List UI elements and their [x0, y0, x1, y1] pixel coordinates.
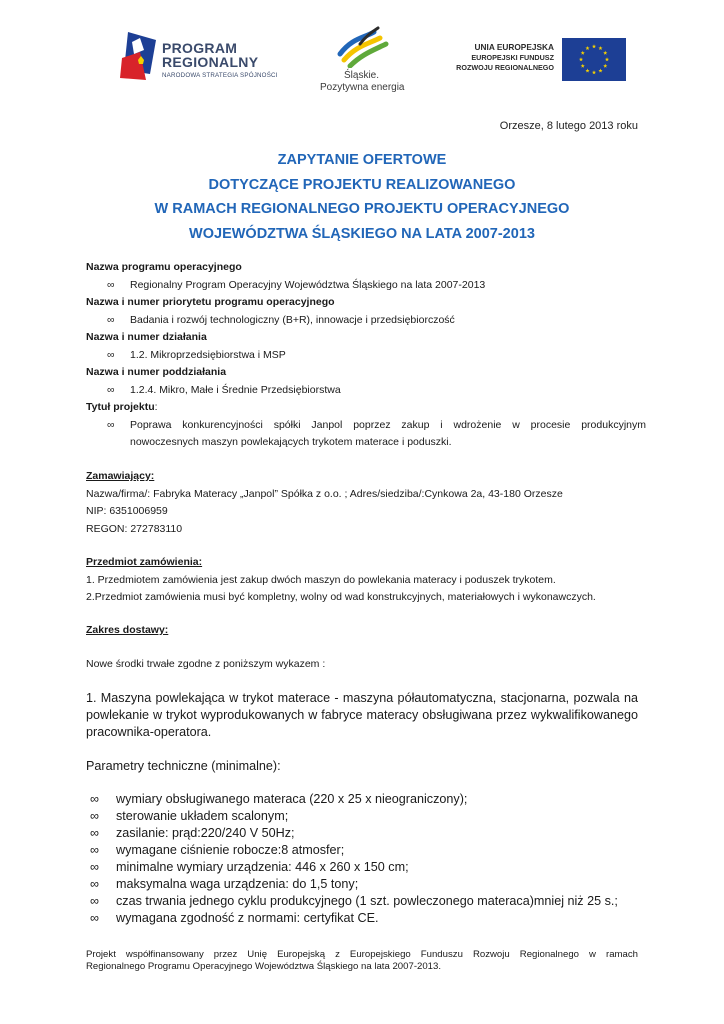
- subaction-value: 1.2.4. Mikro, Małe i Średnie Przedsiębiorstwa: [130, 383, 341, 396]
- param-item: [86, 876, 638, 893]
- subject-line1: 1. Przedmiotem zamówienia jest zakup dwóch maszyn do powlekania materacy i poduszek trykotem.: [86, 573, 556, 586]
- ordering-party-regon: REGON: 272783110: [86, 522, 183, 535]
- machine-line3: pracownika-operatora.: [86, 725, 212, 739]
- bullet-icon: ∞: [107, 313, 115, 326]
- bullet-icon: ∞: [90, 792, 99, 806]
- program-logo-line2: REGIONALNY: [162, 54, 259, 70]
- action-heading: Nazwa i numer działania: [86, 331, 207, 343]
- priority-heading: Nazwa i numer priorytetu programu operacyjnego: [86, 296, 335, 308]
- title-line3: W RAMACH REGIONALNEGO PROJEKTU OPERACYJNEGO: [154, 201, 570, 217]
- bullet-icon: ∞: [107, 418, 115, 431]
- delivery-intro-section: [86, 656, 646, 674]
- project-value-row: [86, 417, 646, 452]
- param-text: czas trwania jednego cyklu produkcyjnego (1 szt. powleczonego materaca)mniej niż 25 s.;: [116, 894, 618, 908]
- subaction-heading: Nazwa i numer poddziałania: [86, 366, 227, 378]
- param-text: maksymalna waga urządzenia: do 1,5 tony;: [116, 877, 359, 891]
- param-item: [86, 859, 638, 876]
- eu-logo: [432, 38, 626, 82]
- program-logo-subtitle: NARODOWA STRATEGIA SPÓJNOŚCI: [162, 72, 278, 79]
- params-list: [86, 791, 638, 927]
- ordering-party-heading: Zamawiający:: [86, 470, 155, 482]
- program-info-section: [86, 259, 646, 452]
- program-value: Regionalny Program Operacyjny Województwa Śląskiego na lata 2007-2013: [130, 278, 486, 291]
- program-regionalny-logo: [120, 30, 290, 86]
- subject-heading: Przedmiot zamówienia:: [86, 556, 203, 568]
- program-regionalny-title: [162, 41, 258, 69]
- ordering-party-section: [86, 468, 646, 538]
- param-item: [86, 842, 638, 859]
- bullet-icon: ∞: [107, 278, 115, 291]
- document-footer: [86, 949, 638, 973]
- param-item: [86, 825, 638, 842]
- eu-logo-line1: UNIA EUROPEJSKA: [474, 42, 554, 52]
- param-text: sterowanie układem scalonym;: [116, 809, 289, 823]
- footer-line1: Projekt współfinansowany przez Unię Europejską z Europejskiego Funduszu Rozwoju Regionalnego w ramach: [86, 949, 638, 960]
- project-value-line2: nowoczesnych maszyn powlekających trykotem materace i poduszki.: [130, 436, 452, 448]
- priority-value-row: [86, 312, 646, 330]
- subject-section: [86, 554, 646, 607]
- bullet-icon: ∞: [90, 843, 99, 857]
- slaskie-waves-icon: [334, 24, 394, 68]
- eu-logo-text: [456, 42, 554, 73]
- slaskie-logo: [316, 24, 406, 96]
- project-heading: Tytuł projektu: [86, 401, 155, 413]
- param-text: minimalne wymiary urządzenia: 446 x 260 x 150 cm;: [116, 860, 409, 874]
- param-item: [86, 808, 638, 825]
- param-text: zasilanie: prąd:220/240 V 50Hz;: [116, 826, 295, 840]
- project-heading-colon: :: [154, 401, 158, 413]
- param-text: wymagane ciśnienie robocze:8 atmosfer;: [116, 843, 345, 857]
- ordering-party-nip: NIP: 6351006959: [86, 505, 168, 517]
- bullet-icon: ∞: [90, 911, 99, 925]
- bullet-icon: ∞: [90, 860, 99, 874]
- project-value-line1: Poprawa konkurencyjności spółki Janpol poprzez zakup i wdrożenie w procesie produkcyjnym: [130, 418, 646, 431]
- delivery-intro: Nowe środki trwałe zgodne z poniższym wykazem :: [86, 658, 326, 670]
- machine-line1: 1. Maszyna powlekająca w trykot materace - maszyna półautomatyczna, stacjonarna, pozwala na: [86, 691, 638, 705]
- eu-flag-icon: [562, 38, 626, 81]
- project-heading-row: [86, 399, 646, 417]
- action-value: 1.2. Mikroprzedsiębiorstwa i MSP: [130, 348, 286, 361]
- param-item: [86, 893, 638, 910]
- param-text: wymagana zgodność z normami: certyfikat CE.: [116, 911, 379, 925]
- program-heading: Nazwa programu operacyjnego: [86, 261, 242, 273]
- eu-logo-line3: ROZWOJU REGIONALNEGO: [456, 63, 554, 72]
- ordering-party-name: Nazwa/firma/: Fabryka Materacy „Janpol” Spółka z o.o. ; Adres/siedziba/:Cynkowa 2a, 43-180 Orzesze: [86, 487, 563, 500]
- machine-line2: powlekanie w trykot wyprodukowanych w fabryce materacy obsługiwana przez wykwalifikowanego: [86, 708, 638, 722]
- bullet-icon: ∞: [107, 348, 115, 361]
- title-line4: WOJEWÓDZTWA ŚLĄSKIEGO NA LATA 2007-2013: [189, 225, 535, 242]
- eu-logo-line2: EUROPEJSKI FUNDUSZ: [471, 53, 554, 62]
- document-title: [0, 148, 724, 246]
- title-line2: DOTYCZĄCE PROJEKTU REALIZOWANEGO: [208, 176, 516, 193]
- footer-line2: Regionalnego Programu Operacyjnego Województwa Śląskiego na lata 2007-2013.: [86, 961, 442, 972]
- machine-description: [86, 690, 638, 741]
- delivery-heading: Zakres dostawy:: [86, 624, 169, 636]
- title-line1: ZAPYTANIE OFERTOWE: [277, 152, 447, 168]
- priority-value: Badania i rozwój technologiczny (B+R), innowacje i przedsiębiorczość: [130, 313, 455, 326]
- params-heading-section: [86, 758, 638, 775]
- param-item: [86, 910, 638, 927]
- bullet-icon: ∞: [107, 383, 115, 396]
- bullet-icon: ∞: [90, 809, 99, 823]
- subaction-value-row: [86, 382, 646, 400]
- action-value-row: [86, 347, 646, 365]
- params-heading: Parametry techniczne (minimalne):: [86, 759, 281, 773]
- param-text: wymiary obsługiwanego materaca (220 x 25 x nieograniczony);: [116, 792, 468, 806]
- delivery-heading-section: [86, 622, 646, 640]
- param-item: [86, 791, 638, 808]
- bullet-icon: ∞: [90, 877, 99, 891]
- bullet-icon: ∞: [90, 826, 99, 840]
- bullet-icon: ∞: [90, 894, 99, 908]
- program-regionalny-emblem-icon: [120, 30, 160, 82]
- subject-line2: 2.Przedmiot zamówienia musi być kompletny, wolny od wad konstrukcyjnych, materiałowych i wykonawczych.: [86, 591, 596, 603]
- program-value-row: [86, 277, 646, 295]
- document-date: Orzesze, 8 lutego 2013 roku: [499, 120, 638, 132]
- program-logo-line1: PROGRAM: [162, 40, 238, 56]
- slaskie-logo-line2: Pozytywna energia: [320, 82, 405, 93]
- slaskie-logo-line1: Śląskie.: [344, 70, 380, 81]
